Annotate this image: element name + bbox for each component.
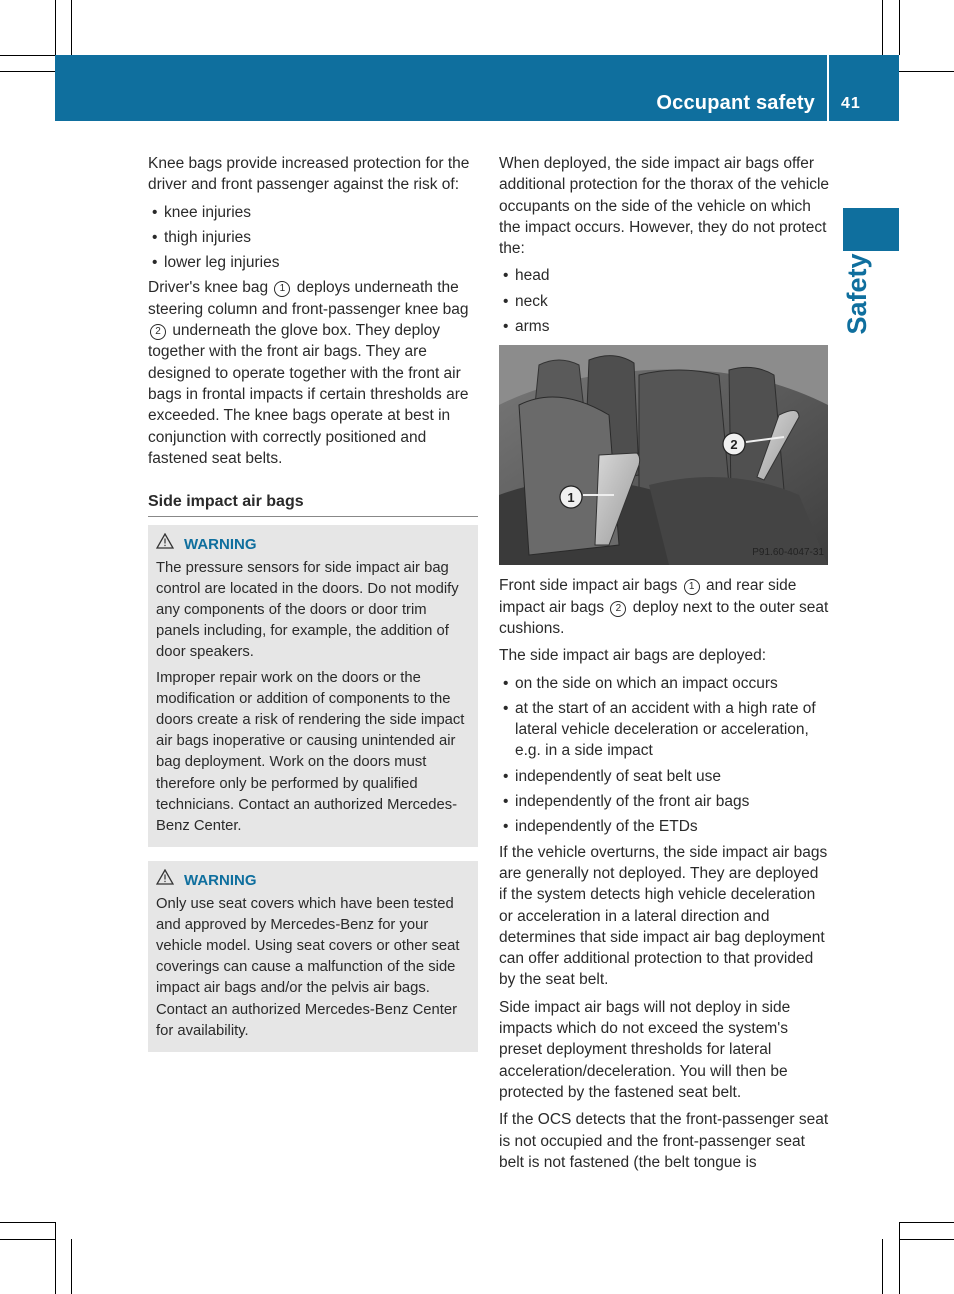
left-column (148, 153, 478, 1052)
crop-mark (71, 1239, 72, 1294)
crop-mark (55, 1222, 56, 1294)
warning-title: WARNING (184, 535, 257, 553)
list-item: • arms (499, 316, 829, 337)
list-item: • head (499, 265, 829, 286)
list-item: • lower leg injuries (148, 252, 478, 273)
photo-callout: 1 (567, 490, 575, 506)
crop-mark (0, 71, 55, 72)
deployed-list (499, 673, 829, 838)
callout-marker: 1 (274, 281, 290, 297)
crop-mark (882, 0, 883, 55)
crop-mark (899, 1222, 954, 1223)
list-item: • knee injuries (148, 202, 478, 223)
warning-text: Only use seat covers which have been tested and approved by Mercedes-Benz for your vehicle model. Using seat covers or other seat coverings can cause a malfunction of the side impact air bags and/or the pelvis air bags. Contact an authorized Mercedes-Benz Center for availability. (156, 895, 460, 1039)
knee-bag-paragraph (148, 277, 478, 469)
warning-text: Improper repair work on the doors or the modification or addition of components to the doors create a risk of rendering the side impact air bags inoperative or causing unintended air bag deployment. Work on the doors must therefore only be performed by qualified technicians. Contact an authorized Mercedes-Benz Center. (156, 669, 465, 835)
crop-mark (899, 71, 954, 72)
list-item: • at the start of an accident with a high rate of lateral vehicle deceleration or acceleration, e.g. in a side impact (499, 698, 829, 762)
ocs-paragraph: If the OCS detects that the front-passenger seat is not occupied and the front-passenger seat belt is not fastened (the belt tongue is (499, 1111, 829, 1171)
threshold-paragraph: Side impact air bags will not deploy in side impacts which do not exceed the system's preset deployment thresholds for lateral acceleration/deceleration. You will then be protected by the fastened seat belt. (499, 998, 791, 1101)
list-item: • independently of the ETDs (499, 816, 829, 837)
warning-title: WARNING (184, 871, 257, 889)
callout-marker: 2 (610, 601, 626, 617)
text-fragment: Front side impact air bags (499, 577, 678, 595)
text-fragment: underneath the glove box. They deploy together with the front air bags. They are designed to operate together with the front air bags in frontal impacts if certain thresholds are exceeded. The knee bags operate at best in conjunction with correctly positioned and fastened seat belts. (148, 322, 469, 467)
injury-list (148, 202, 478, 274)
photo-callout: 2 (730, 437, 738, 453)
header-divider (827, 55, 829, 121)
warning-box (148, 861, 478, 1052)
list-item: • on the side on which an impact occurs (499, 673, 829, 694)
side-bag-intro: When deployed, the side impact air bags offer additional protection for the thorax of the vehicle occupants on the side of the vehicle on which the impact occurs. However, they do not protect the: (499, 155, 830, 258)
list-item: • neck (499, 291, 829, 312)
deploy-paragraph (499, 575, 829, 639)
deployed-intro: The side impact air bags are deployed: (499, 647, 767, 665)
overturn-paragraph: If the vehicle overturns, the side impact air bags are generally not deployed. They are deployed if the system detects high vehicle deceleration or acceleration in a lateral direction and determines that side impact air bag deployment can offer additional protection to that provided by the seat belt. (499, 843, 828, 989)
page-header (55, 55, 899, 121)
warning-box (148, 525, 478, 847)
section-title: Occupant safety (656, 92, 815, 114)
list-item: • independently of the front air bags (499, 791, 829, 812)
crop-mark (899, 0, 900, 55)
warning-triangle-icon (156, 869, 174, 891)
protect-list (499, 265, 829, 337)
crop-mark (882, 1239, 883, 1294)
chapter-label: Safety (842, 253, 872, 335)
right-column (499, 153, 829, 1179)
callout-marker: 1 (684, 579, 700, 595)
callout-marker: 2 (150, 324, 166, 340)
list-item: • thigh injuries (148, 227, 478, 248)
crop-mark (0, 1222, 55, 1223)
crop-mark (0, 55, 55, 56)
warning-text: The pressure sensors for side impact air bag control are located in the doors. Do not modify any components of the doors or door trim panels including, for example, the addition of door speakers. (156, 559, 459, 661)
text-fragment: deploy next to the outer seat cushions. (499, 598, 829, 637)
crop-mark (0, 1239, 55, 1240)
text-fragment: deploys underneath the steering column and front-passenger knee bag (148, 279, 469, 318)
text-fragment: and rear side impact air bags (499, 577, 797, 616)
image-code: P91.60-4047-31 (752, 547, 824, 559)
warning-triangle-icon (156, 533, 174, 555)
warning-header (156, 533, 470, 555)
crop-mark (71, 0, 72, 55)
crop-mark (899, 1239, 954, 1240)
seat-airbag-photo (499, 345, 828, 565)
text-fragment: Driver's knee bag (148, 279, 269, 297)
list-item: • independently of seat belt use (499, 766, 829, 787)
page-number: 41 (841, 95, 861, 112)
knee-bag-intro: Knee bags provide increased protection for the driver and front passenger against the risk of: (148, 155, 470, 194)
crop-mark (899, 1222, 900, 1294)
crop-mark (55, 0, 56, 55)
section-heading: Side impact air bags (148, 491, 478, 517)
warning-header (156, 869, 470, 891)
